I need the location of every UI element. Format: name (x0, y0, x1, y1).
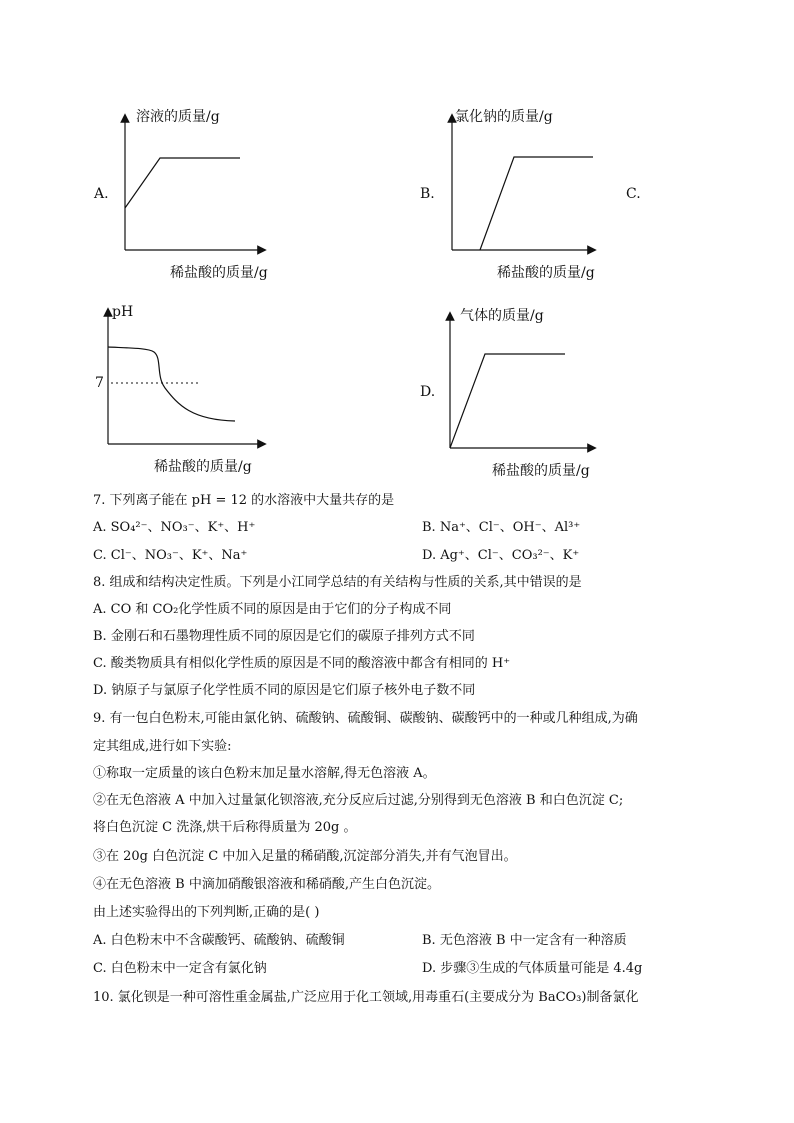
q9-option-a: A. 白色粉末中不含碳酸钙、硫酸钠、硫酸铜 (93, 933, 345, 948)
graph-b-ylabel: 氯化钠的质量/g (455, 109, 553, 125)
q9-step-2b: 将白色沉淀 C 洗涤,烘干后称得质量为 20g 。 (93, 820, 357, 835)
q7-option-b: B. Na⁺、Cl⁻、OH⁻、Al³⁺ (422, 520, 581, 535)
graph-a-option: A. (94, 186, 109, 202)
q8-option-a: A. CO 和 CO₂化学性质不同的原因是由于它们的分子构成不同 (93, 602, 452, 617)
q7-option-a: A. SO₄²⁻、NO₃⁻、K⁺、H⁺ (93, 520, 256, 535)
q8-option-c: C. 酸类物质具有相似化学性质的原因是不同的酸溶液中都含有相同的 H⁺ (93, 656, 511, 671)
graph-a-xlabel: 稀盐酸的质量/g (170, 265, 268, 281)
q7-option-d: D. Ag⁺、Cl⁻、CO₃²⁻、K⁺ (422, 548, 580, 563)
graph-b-xlabel: 稀盐酸的质量/g (497, 265, 595, 281)
graph-c-ylabel: pH (112, 304, 134, 320)
graph-c-xlabel: 稀盐酸的质量/g (154, 459, 252, 475)
q9-step-2a: ②在无色溶液 A 中加入过量氯化钡溶液,充分反应后过滤,分别得到无色溶液 B 和白色沉淀 C; (93, 793, 624, 808)
graph-a-curve (125, 158, 240, 208)
q8-stem: 8. 组成和结构决定性质。下列是小江同学总结的有关结构与性质的关系,其中错误的是 (93, 575, 582, 590)
q9-step-3: ③在 20g 白色沉淀 C 中加入足量的稀硝酸,沉淀部分消失,并有气泡冒出。 (93, 849, 517, 864)
graph-b-curve (480, 157, 593, 250)
q8-option-d: D. 钠原子与氯原子化学性质不同的原因是它们原子核外电子数不同 (93, 683, 476, 698)
q9-option-d: D. 步骤③生成的气体质量可能是 4.4g (422, 961, 643, 976)
graph-c-curve (108, 347, 235, 421)
q9-option-c: C. 白色粉末中一定含有氯化钠 (93, 961, 267, 976)
q9-stem-line1: 9. 有一包白色粉末,可能由氯化钠、硫酸钠、硫酸铜、碳酸钠、碳酸钙中的一种或几种组成,为确 (93, 711, 638, 726)
graph-d-curve (450, 354, 565, 448)
q7-stem: 7. 下列离子能在 pH = 12 的水溶液中大量共存的是 (93, 493, 395, 508)
graph-c-option: C. (626, 186, 641, 202)
q9-step-1: ①称取一定质量的该白色粉末加足量水溶解,得无色溶液 A。 (93, 766, 436, 781)
graph-d (450, 316, 592, 448)
graph-c-ph7-label: 7 (95, 375, 104, 391)
graph-a-ylabel: 溶液的质量/g (136, 109, 220, 125)
graph-b-option: B. (420, 186, 435, 202)
q9-option-b: B. 无色溶液 B 中一定含有一种溶质 (422, 933, 627, 948)
q9-stem-line2: 定其组成,进行如下实验: (93, 739, 232, 754)
q9-ask: 由上述实验得出的下列判断,正确的是( ) (93, 905, 320, 920)
graph-c (108, 312, 262, 444)
graph-d-ylabel: 气体的质量/g (460, 308, 544, 324)
q7-option-c: C. Cl⁻、NO₃⁻、K⁺、Na⁺ (93, 548, 248, 563)
q9-step-4: ④在无色溶液 B 中滴加硝酸银溶液和稀硝酸,产生白色沉淀。 (93, 877, 440, 892)
graph-b (452, 118, 593, 250)
graph-d-option: D. (420, 384, 436, 400)
graph-a (125, 118, 262, 250)
q10-stem: 10. 氯化钡是一种可溶性重金属盐,广泛应用于化工领域,用毒重石(主要成分为 BaCO₃)制备氯化 (93, 990, 639, 1005)
graphs-figure (0, 0, 794, 480)
q8-option-b: B. 金刚石和石墨物理性质不同的原因是它们的碳原子排列方式不同 (93, 629, 475, 644)
graph-d-xlabel: 稀盐酸的质量/g (492, 463, 590, 479)
